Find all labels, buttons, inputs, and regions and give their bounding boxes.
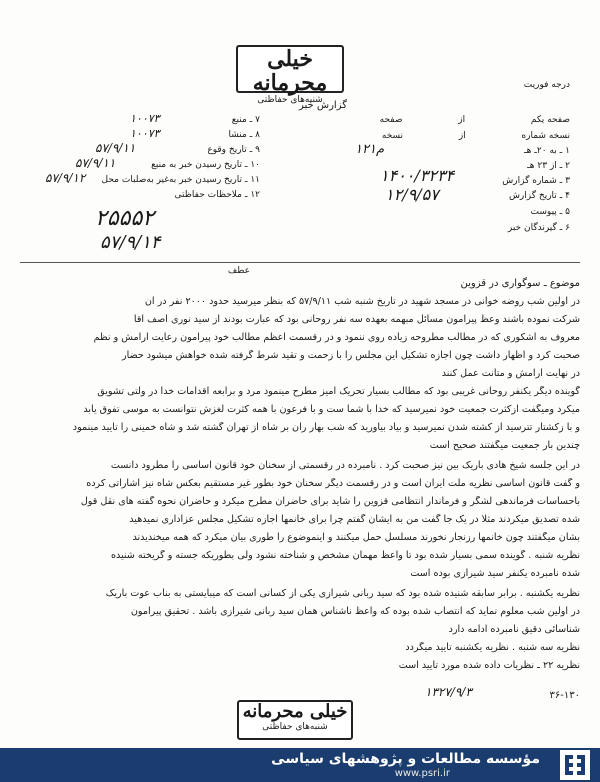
bottom-date: ۱۳۲۷/۹/۳ (425, 685, 472, 699)
field-recipients: ۶ ـ گیرندگان خبر (507, 223, 570, 233)
handwritten-number: ۲۵۵۵۲ (95, 206, 155, 231)
field-origin: ۸ ـ منشا (228, 130, 260, 140)
field-unit: صفحه (379, 115, 403, 125)
report-number-value: ۱۴۰۰/۳۲۳۴ (380, 166, 455, 185)
field-received-office-value: ۵۷/۹/۱۲ (45, 171, 86, 185)
body-line: نظریه یکشنبه . برابر سابقه شنیده شده بود که سید ربانی شیرازی یکی از کسانی است که میبایستی به بناب عوت باریک (105, 588, 580, 599)
body-line: باحساسات فرماندهی لشگر و فرماندار انتظامی قزوین را شاید برای حاضران مطرح میکرد و حاضران نحوه گفته های نقل قول (80, 496, 580, 507)
field-occurrence-date-value: ۵۷/۹/۱۱ (95, 141, 136, 155)
body-line: در اولین شب روضه خوانی در مسجد شهید در تاریخ شنبه شب ۵۷/۹/۱۱ که بنظر میرسید حدود ۲۰۰۰ نفر در آن (144, 296, 580, 307)
field-attachment: ۵ ـ پیوست (530, 207, 570, 217)
body-line: شناسائی دقیق نامبرده ادامه دارد (448, 624, 580, 635)
institute-url[interactable]: www.psri.ir (394, 768, 450, 779)
body-line: شده نامبرده یکنفر سید شیرازی بوده است (410, 568, 580, 579)
report-date-value: ۱۲/۹/۵۷ (385, 185, 439, 204)
classification-stamp-top (236, 45, 344, 105)
psri-logo-icon (560, 750, 590, 780)
body-line: و با زکشتار تترسید از کشته شدن نمیرسید و بیاد بیاورید که شب بهار ران بر شاه از تهران گشته شد و شاه خمینی را تایید مینمود (72, 422, 580, 433)
field-received-source: ۱۰ ـ تاریخ رسیدن خبر به منبع (151, 160, 260, 170)
report-subtitle: گزارش خبر (299, 100, 347, 111)
body-line: نظریه سه شنبه . نظریه یکشنبه تایید میگردد (405, 642, 580, 653)
body-line: شده تصدیق میکردند مثلا در یک جا گفت من به ایشان گفتم چرا برای خانمها اجازه تشکیل مجلس عزاداری نمیدهید (129, 514, 580, 525)
body-line: چندین بار جمعیت میگفتند صحیح است (429, 440, 580, 451)
classification-stamp-bottom (237, 700, 353, 740)
field-received-office: ۱۱ ـ تاریخ رسیدن خبر به‌غیر به‌صلبات محل (101, 175, 260, 185)
stamp-title: خیلی محرمانه (242, 701, 348, 722)
field-from: ۲ ـ از ۲۳ هـ (527, 161, 570, 171)
body-line: در نهایت آرامش و متانت عمل کنند (441, 368, 580, 379)
field-from: از (458, 131, 466, 141)
divider (20, 262, 580, 263)
stamp-title: خیلی محرمانه (252, 46, 328, 96)
field-unit: نسخه (381, 131, 404, 141)
stamp-subtitle: شنبه‌های حفاظتی (262, 722, 328, 732)
field-copy (382, 131, 570, 141)
body-line: میکرد ومیگفت ازکثرت جمعیت خود نمیرسید که خدا با شما ست و با فرعون با همه کثرت لغزش نتوانست به موسی تفوق یابد (83, 404, 580, 415)
body-line: صحبت کرد و اظهار داشت چون اجازه تشکیل این مجلس را با زحمت و تقید شرط گرفته شده خواهش میشود حضار (121, 350, 580, 361)
institute-name: مؤسسه مطالعات و پژوهشهای سیاسی (271, 751, 540, 767)
footer-banner (0, 748, 600, 782)
attachment-label: عطف (227, 266, 250, 276)
field-label: صفحه یکم (530, 115, 570, 125)
priority-label: درجه فوریت (523, 80, 570, 90)
field-source: ۷ ـ منبع (231, 115, 260, 125)
handwritten-date: ۵۷/۹/۱۴ (100, 232, 161, 253)
body-line: بشان میگفتند چون خانمها رزنجار نخورند مسلسل حمل میکنند و اینموضوع را طوری بیان میکرد که همه میخندیدند (132, 532, 580, 543)
bottom-left-number: ۳۶-۱۳۰ (549, 690, 580, 701)
body-line: معروف به اشکوری که در مطالب مطروحه زیاده روی ننمود و در رقسمت اعظم مطالب خود پیرامون رعایت آرامش و نظم (93, 332, 580, 343)
subject-line: موضوع ـ سوگواری در قزوین (460, 278, 580, 289)
body-line: شرکت نموده باشند وعظ پیرامون مسائل مبهمه بعهده سه نفر روحانی بود که عبارت بودند از سید نوری آصف آقا (133, 314, 580, 325)
body-line: نظریه ۲۲ ـ نظریات داده شده مورد تایید است (398, 660, 580, 671)
body-line: نظریه شنبه . گوینده سمی بسیار شده بود تا واعظ مهمان مشخص و شناخته نشود ولی بطوریکه جسته و گریخته شنیده (110, 550, 580, 561)
field-to: ۱ ـ به ۲۰ـ هـ (524, 146, 570, 156)
stamp-subtitle: شنبه‌های حفاظتی (257, 95, 323, 105)
field-to-value: ۱۲۱م (355, 142, 385, 157)
field-from: از (458, 115, 466, 125)
body-line: در این جلسه شیخ هادی باریک بین نیز صحبت کرد . نامبرده در رقسمتی از سخنان خود قانون اساسی را مطرود دانست (110, 460, 580, 471)
body-line: و گفت قانون اساسی نظریه ملت ایران است و در رقسمت دیگر سخنان خود بطور غیر مستقیم بعکس شاه نیز اشاراتی کرده (86, 478, 580, 489)
body-line: گوینده دیگر یکنفر روحانی غریبی بود که مطالب بسیار تحریک آمیز مطرح مینمود مرد و برابعه اقدامات خدا در ولتی تشویق (97, 386, 580, 397)
field-security-notes: ۱۲ ـ ملاحظات حفاظتی (174, 190, 260, 200)
field-occurrence-date: ۹ ـ تاریخ وقوع (207, 145, 260, 155)
field-origin-value: ۱۰۰۷۳ (130, 127, 160, 140)
field-page (380, 115, 570, 125)
field-report-date: ۴ ـ تاریخ گزارش (508, 191, 570, 201)
field-source-value: ۱۰۰۷۳ (130, 112, 160, 125)
field-label: نسخه شماره (521, 131, 570, 141)
field-report-number: ۳ ـ شماره گزارش (502, 176, 570, 186)
field-received-source-value: ۵۷/۹/۱۱ (75, 156, 116, 170)
body-line: در اولین شب معلوم نماید که انتصاب شده بوده که واعظ ناشناس همان سید ربانی شیرازی باشد . تحقیق پیرامون (130, 606, 580, 617)
